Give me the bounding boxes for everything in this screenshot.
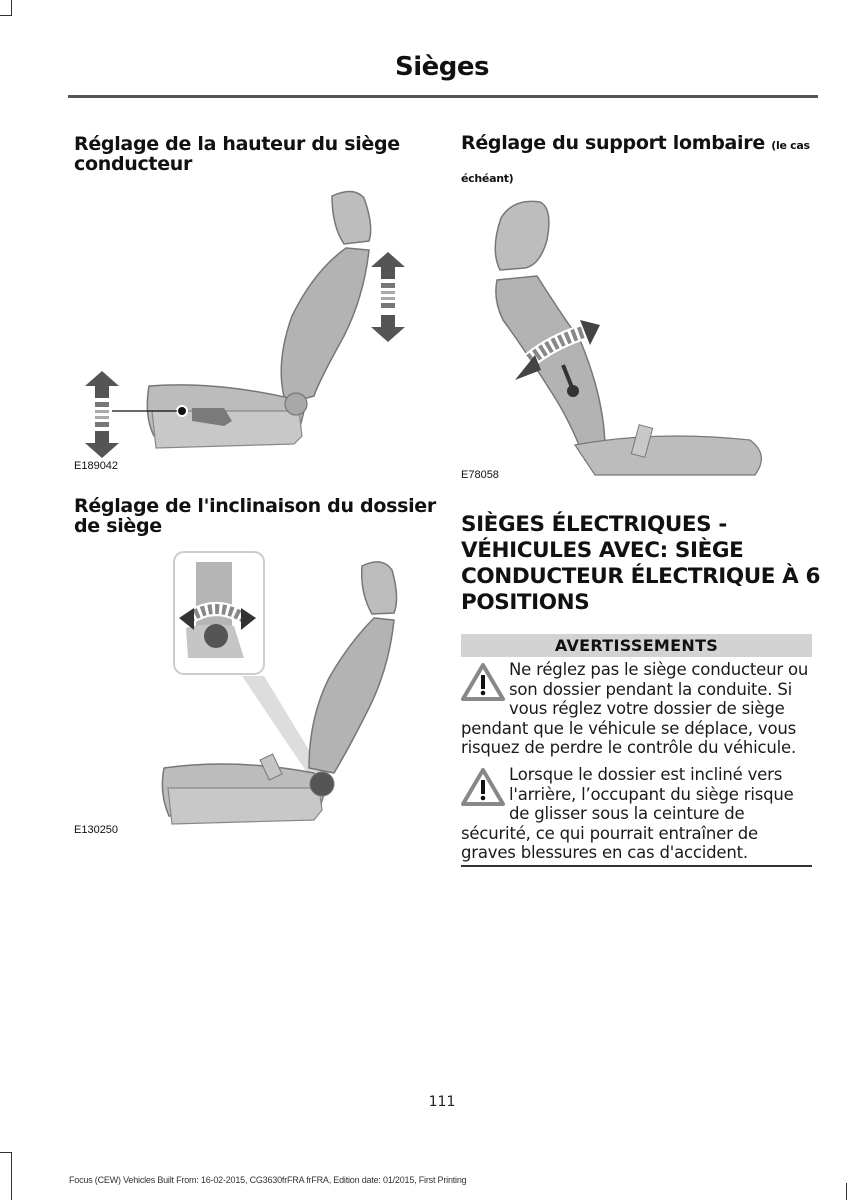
crop-mark-bottom-left bbox=[0, 1152, 12, 1200]
figure-lumbar bbox=[455, 190, 815, 480]
page-title: Sièges bbox=[395, 52, 489, 82]
figure-height-adjust bbox=[64, 186, 414, 471]
figure-code: E189042 bbox=[74, 460, 119, 472]
figure-recline bbox=[64, 548, 414, 838]
warnings-heading: AVERTISSEMENTS bbox=[461, 634, 812, 657]
warning-triangle-icon bbox=[461, 767, 505, 807]
crop-mark-top-left bbox=[0, 0, 12, 16]
warning-text: Ne réglez pas le siège conducteur ou son dossier pendant la conduite. Si vous réglez votre dossier de siège pendant que le véhicule se déplace, vous risquez de perdre le contrôle du véhicule. bbox=[461, 660, 809, 757]
section-title-lumbar-text: Réglage du support lombaire bbox=[461, 132, 765, 154]
seat-lumbar-illustration bbox=[455, 190, 815, 480]
footer-text: Focus (CEW) Vehicles Built From: 16-02-2015, CG3630frFRA frFRA, Edition date: 01/2015, First Printing bbox=[69, 1175, 467, 1185]
warning-triangle-icon bbox=[461, 662, 505, 702]
warning-item bbox=[461, 660, 816, 758]
warning-item bbox=[461, 765, 816, 863]
page-number: 111 bbox=[428, 1094, 456, 1110]
warning-text: Lorsque le dossier est incliné vers l'arrière, l’occupant du siège risque de glisser sous la ceinture de sécurité, ce qui pourrait entraîner de graves blessures en cas d'accident. bbox=[461, 765, 794, 862]
figure-code: E130250 bbox=[74, 824, 119, 836]
seat-recline-illustration bbox=[64, 548, 414, 838]
section-title-power-seats: SIÈGES ÉLECTRIQUES - VÉHICULES AVEC: SIÈGE CONDUCTEUR ÉLECTRIQUE À 6 POSITIONS bbox=[461, 512, 821, 615]
section-title-height-adjust: Réglage de la hauteur du siège conducteur bbox=[74, 133, 400, 175]
figure-code: E78058 bbox=[461, 469, 499, 481]
section-title-lumbar-note: (le cas échéant) bbox=[461, 139, 810, 185]
seat-height-illustration bbox=[64, 186, 414, 471]
title-divider bbox=[68, 95, 818, 98]
crop-mark-bottom-right bbox=[846, 1183, 847, 1200]
warnings-end-divider bbox=[461, 865, 812, 867]
section-title-lumbar bbox=[461, 128, 821, 194]
section-title-recline: Réglage de l'inclinaison du dossier de siège bbox=[74, 495, 436, 537]
